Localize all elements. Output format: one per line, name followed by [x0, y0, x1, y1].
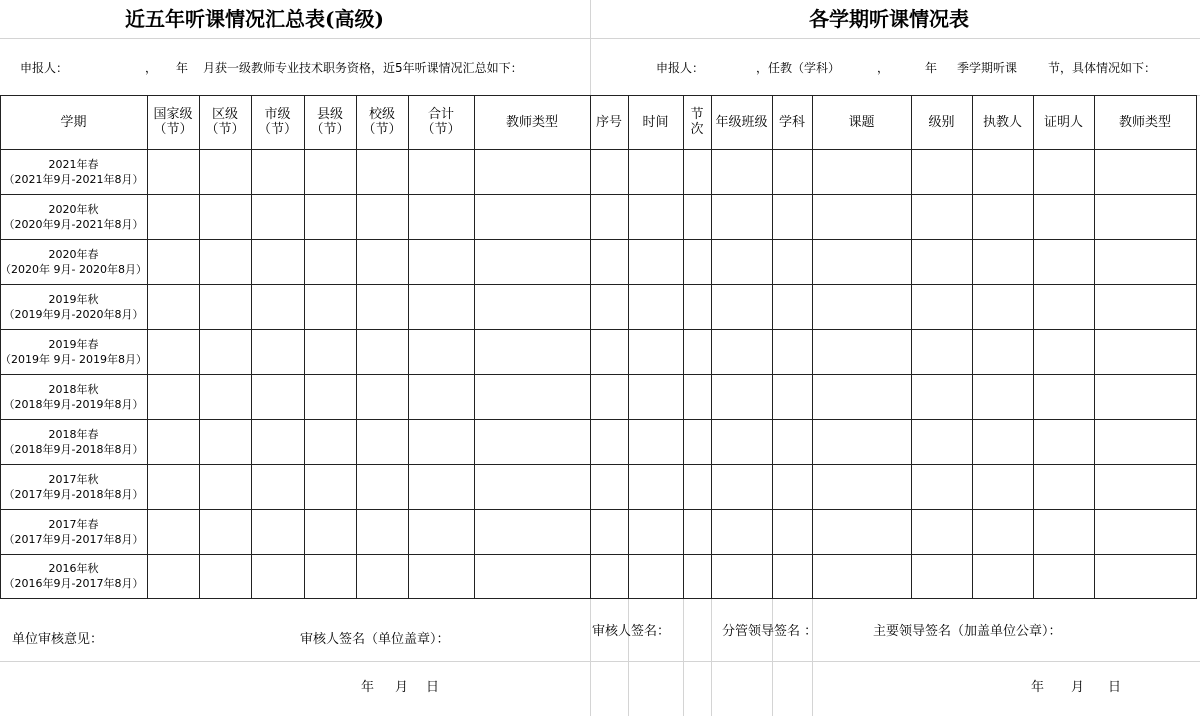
header-line: 证明人	[1043, 114, 1083, 130]
header-semester	[0, 95, 147, 149]
semester-name: 2018年秋	[48, 382, 99, 396]
left-date-year: 年	[361, 680, 375, 695]
semester-range: （2016年9月-2017年8月）	[3, 577, 144, 590]
header-serial	[590, 95, 628, 149]
semester-name: 2016年秋	[48, 562, 99, 575]
header-teacher-type-right	[1094, 95, 1196, 149]
table-column-line	[628, 95, 629, 599]
header-subject	[772, 95, 812, 149]
semester-name: 2019年春	[48, 337, 99, 351]
left-applicant-label: 申报人：	[20, 61, 69, 75]
header-line: 市级	[264, 107, 291, 122]
header-line: 教师类型	[1118, 114, 1171, 130]
left-date-day: 日	[426, 680, 440, 695]
header-unit: （节）	[310, 122, 350, 137]
right-title: 各学期听课情况表	[809, 7, 969, 31]
table-column-line	[474, 95, 475, 599]
semester-range: （2018年9月-2019年8月）	[3, 397, 144, 411]
right-date-year: 年	[1031, 680, 1045, 695]
header-unit: （节）	[421, 122, 461, 137]
header-county	[304, 95, 356, 149]
header-line: 时间	[642, 114, 669, 130]
header-city	[251, 95, 304, 149]
semester-range: （2017年9月-2018年8月）	[3, 487, 144, 501]
header-line: 级别	[928, 114, 955, 130]
semester-row	[0, 239, 147, 284]
table-row-line	[0, 509, 1197, 510]
header-unit: （节）	[153, 122, 193, 137]
table-column-line	[683, 95, 684, 599]
right-applicant-comma: ，	[877, 61, 890, 75]
leader-signature-label: 分管领导签名 ：	[722, 624, 818, 639]
header-line: 国家级	[153, 107, 193, 122]
semester-range: （2019年 9月- 2019年8月）	[0, 352, 147, 366]
table-column-line	[304, 95, 305, 599]
table-border	[0, 149, 1197, 150]
right-applicant-semester: 季学期听课	[957, 61, 1018, 75]
right-applicant-year: 年	[925, 61, 938, 75]
semester-name: 2020年秋	[48, 202, 99, 216]
grid-line	[812, 598, 813, 716]
semester-range: （2018年9月-2018年8月）	[3, 442, 144, 456]
table-column-line	[1033, 95, 1034, 599]
main-leader-signature-label: 主要领导签名（加盖单位公章）：	[873, 624, 1062, 639]
table-row-line	[0, 329, 1197, 330]
header-district	[199, 95, 251, 149]
table-column-line	[147, 95, 148, 599]
header-unit: （节）	[205, 122, 245, 137]
table-column-line	[911, 95, 912, 599]
right-applicant-teach: ，任教（学科）	[756, 61, 841, 75]
header-line: 合计	[427, 107, 454, 122]
header-total	[408, 95, 474, 149]
header-line: 执教人	[982, 114, 1022, 130]
semester-row	[0, 464, 147, 509]
header-national	[147, 95, 199, 149]
table-column-line	[199, 95, 200, 599]
header-line: 节	[690, 107, 704, 122]
header-line: 区级	[211, 107, 238, 122]
header-line: 课题	[848, 114, 875, 130]
table-row-line	[0, 419, 1197, 420]
header-unit: （节）	[257, 122, 297, 137]
table-row-line	[0, 284, 1197, 285]
semester-name: 2019年秋	[48, 292, 99, 306]
header-witness	[1033, 95, 1094, 149]
left-applicant-year: 年	[176, 61, 189, 75]
header-line: 次	[690, 122, 704, 137]
semester-range: （2019年9月-2020年8月）	[3, 307, 144, 321]
table-column-line	[356, 95, 357, 599]
header-time	[628, 95, 683, 149]
header-grade-class	[711, 95, 772, 149]
semester-row	[0, 194, 147, 239]
grid-line	[683, 598, 684, 716]
table-row-line	[0, 374, 1197, 375]
semester-row	[0, 509, 147, 554]
semester-row	[0, 374, 147, 419]
semester-name: 2017年秋	[48, 472, 99, 486]
left-applicant-comma: ，	[145, 61, 158, 75]
grid-line	[0, 38, 1200, 39]
table-border	[0, 598, 1197, 599]
reviewer-seal-label: 审核人签名（单位盖章）：	[300, 632, 450, 647]
header-unit: （节）	[362, 122, 402, 137]
table-column-line	[408, 95, 409, 599]
table-column-line	[251, 95, 252, 599]
header-line: 学期	[60, 114, 87, 130]
grid-line	[772, 598, 773, 716]
semester-row	[0, 554, 147, 598]
header-line: 学科	[778, 114, 805, 130]
semester-name: 2017年春	[48, 517, 99, 531]
right-date-day: 日	[1108, 680, 1122, 695]
semester-range: （2020年9月-2021年8月）	[3, 217, 144, 231]
table-row-line	[0, 464, 1197, 465]
semester-name: 2018年春	[48, 427, 99, 441]
header-line: 校级	[368, 107, 395, 122]
semester-row	[0, 284, 147, 329]
table-column-line	[590, 95, 591, 599]
table-column-line	[1094, 95, 1095, 599]
header-teacher-type	[474, 95, 590, 149]
table-row-line	[0, 194, 1197, 195]
grid-line	[0, 661, 1200, 662]
header-topic	[812, 95, 911, 149]
semester-name: 2020年春	[48, 247, 99, 261]
table-column-line	[772, 95, 773, 599]
semester-range: （2017年9月-2017年8月）	[3, 532, 144, 546]
semester-range: （2021年9月-2021年8月）	[3, 172, 144, 186]
table-column-line	[711, 95, 712, 599]
table-column-line	[972, 95, 973, 599]
right-date-month: 月	[1071, 680, 1085, 695]
header-line: 教师类型	[505, 114, 558, 130]
header-period	[683, 95, 711, 149]
table-row-line	[0, 554, 1197, 555]
right-applicant-tail: 节，具体情况如下：	[1048, 61, 1157, 75]
table-column-line	[1196, 95, 1197, 599]
header-line: 序号	[595, 114, 622, 130]
header-level	[911, 95, 972, 149]
grid-line	[711, 598, 712, 716]
reviewer-signature-label: 审核人签名：	[592, 624, 671, 639]
table-column-line	[812, 95, 813, 599]
header-school	[356, 95, 408, 149]
semester-row	[0, 329, 147, 374]
left-title: 近五年听课情况汇总表(高级)	[125, 7, 384, 31]
left-date-month: 月	[395, 680, 409, 695]
grid-line	[628, 598, 629, 716]
right-applicant-label: 申报人：	[656, 61, 705, 75]
semester-name: 2021年春	[48, 157, 99, 171]
semester-row	[0, 419, 147, 464]
table-row-line	[0, 239, 1197, 240]
header-line: 年级班级	[715, 114, 768, 130]
header-instructor	[972, 95, 1033, 149]
semester-row	[0, 149, 147, 194]
left-applicant-text: 月获一级教师专业技术职务资格，近5年听课情况汇总如下：	[203, 61, 523, 75]
semester-range: （2020年 9月- 2020年8月）	[0, 262, 147, 276]
header-line: 县级	[316, 107, 343, 122]
unit-opinion-label: 单位审核意见：	[12, 632, 104, 647]
